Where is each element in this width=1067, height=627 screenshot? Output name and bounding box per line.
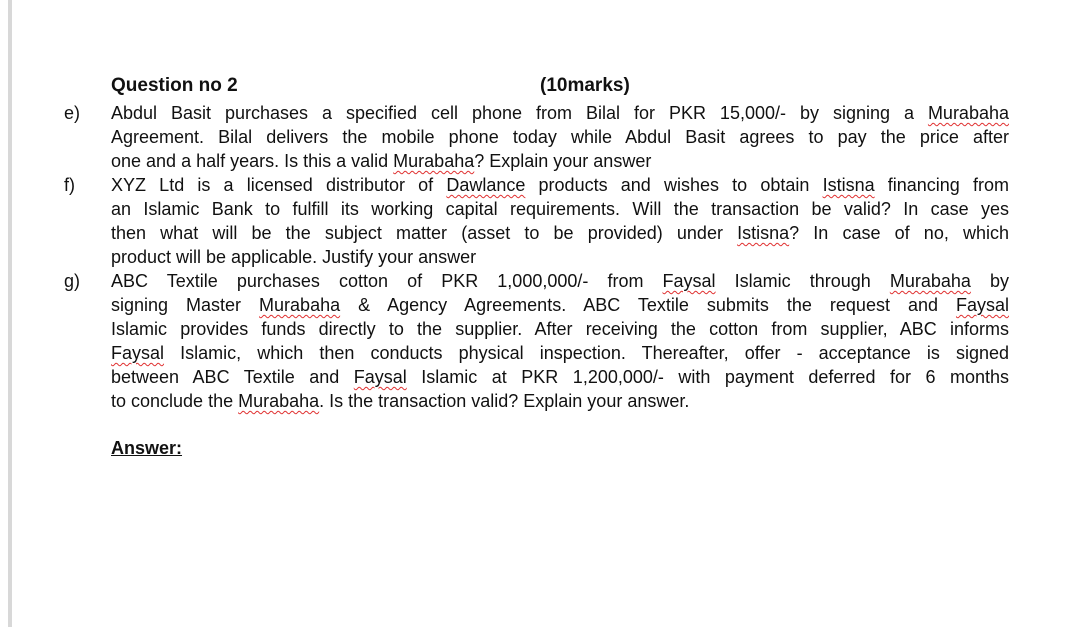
spellcheck-flag: Faysal: [662, 271, 716, 291]
text-line: ABC Textile purchases cotton of PKR 1,000,000/- from Faysal Islamic through Murabaha by: [111, 271, 1009, 291]
text-line: Agreement. Bilal delivers the mobile phone today while Abdul Basit agrees to pay the price after: [111, 127, 1009, 147]
spellcheck-flag: Dawlance: [446, 175, 526, 195]
item-label: e): [64, 103, 81, 123]
spellcheck-flag: Murabaha: [238, 391, 320, 411]
spellcheck-flag: Faysal: [111, 343, 165, 363]
spellcheck-flag: Murabaha: [889, 271, 971, 291]
text-line: XYZ Ltd is a licensed distributor of Dawlance products and wishes to obtain Istisna financing from: [111, 175, 1009, 195]
spellcheck-flag: Istisna: [822, 175, 875, 195]
text-line: product will be applicable. Justify your answer: [111, 247, 477, 267]
spellcheck-flag: Faysal: [955, 295, 1009, 315]
text-line: between ABC Textile and Faysal Islamic at PKR 1,200,000/- with payment deferred for 6 months: [111, 367, 1009, 387]
spellcheck-flag: Murabaha: [927, 103, 1009, 123]
text-line: Abdul Basit purchases a specified cell phone from Bilal for PKR 15,000/- by signing a Murabaha: [111, 103, 1009, 123]
spellcheck-flag: Murabaha: [259, 295, 341, 315]
question-title: Question no 2: [111, 75, 238, 96]
page-edge: [8, 0, 12, 627]
question-marks: (10marks): [540, 75, 630, 96]
text-line: to conclude the Murabaha. Is the transaction valid? Explain your answer.: [111, 391, 690, 411]
text-line: one and a half years. Is this a valid Murabaha? Explain your answer: [111, 151, 652, 171]
spellcheck-flag: Murabaha: [393, 151, 475, 171]
text-line: an Islamic Bank to fulfill its working capital requirements. Will the transaction be valid? In case yes: [111, 199, 1009, 219]
text-line: then what will be the subject matter (asset to be provided) under Istisna? In case of no, which: [111, 223, 1010, 243]
item-label: f): [64, 175, 75, 195]
text-line: signing Master Murabaha & Agency Agreements. ABC Textile submits the request and Faysal: [111, 295, 1009, 315]
spellcheck-flag: Istisna: [737, 223, 790, 243]
spellcheck-flag: Faysal: [353, 367, 407, 387]
answer-label: Answer:: [111, 438, 183, 458]
text-line: Faysal Islamic, which then conducts physical inspection. Thereafter, offer - acceptance is signed: [111, 343, 1009, 363]
item-label: g): [64, 271, 81, 291]
text-line: Islamic provides funds directly to the supplier. After receiving the cotton from supplier, ABC informs: [111, 319, 1009, 339]
